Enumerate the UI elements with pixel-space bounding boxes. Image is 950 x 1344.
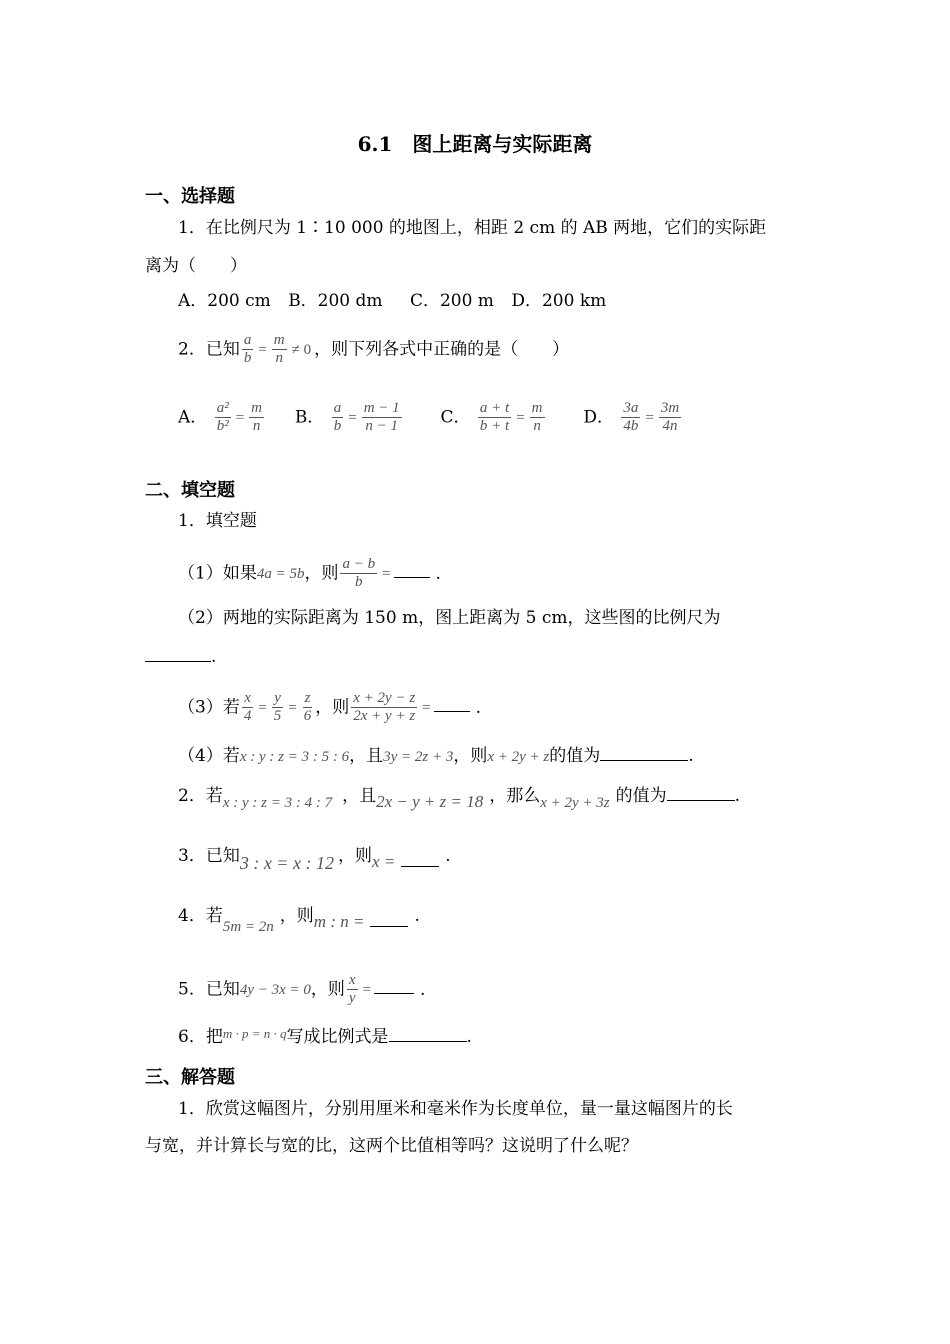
answer-blank[interactable] <box>434 695 470 712</box>
fill-part-4: （4）若x : y : z = 3 : 5 : 6，且3y = 2z + 3，则x + 2y + z的值为 . <box>178 746 694 766</box>
question-1-line-2: 离为（ ） <box>145 256 247 276</box>
fill-question-2: 2．若x : y : z = 3 : 4 : 7 ，且2x − y + z = 18 ，那么x + 2y + 3z 的值为 . <box>178 786 741 811</box>
section-heading-choice: 一、选择题 <box>145 186 235 207</box>
answer-blank[interactable] <box>374 977 414 994</box>
fill-question-1-heading: 1．填空题 <box>178 511 257 531</box>
option-b: B．200 dm <box>288 291 383 311</box>
section-heading-answer: 三、解答题 <box>145 1067 235 1088</box>
fraction: $\frac{a}{b}$ <box>243 332 252 366</box>
fill-question-6: 6．把$^{m \cdot p = n \cdot q}$写成比例式是 . <box>178 1026 472 1047</box>
page-title: 6.1 图上距离与实际距离 <box>357 132 593 156</box>
answer-blank[interactable] <box>600 744 688 761</box>
option-a: A．200 cm <box>178 291 271 311</box>
answer-blank[interactable] <box>370 910 408 927</box>
answer-blank[interactable] <box>145 645 211 662</box>
option-d: D．200 km <box>511 291 607 311</box>
question-2-stem: 2．已知 $\frac{a}{b}$ = $\frac{m}{n}$ ≠ 0 ，则下列各式中正确的是（ ） <box>178 332 570 366</box>
fill-part-2-line-1: （2）两地的实际距离为 150 m，图上距离为 5 cm，这些图的比例尺为 <box>178 608 721 628</box>
answer-blank[interactable] <box>667 784 735 801</box>
fill-question-3: 3．已知3 : x = x : 12 ，则x = . <box>178 846 451 873</box>
section-heading-fill: 二、填空题 <box>145 480 235 501</box>
answer-blank[interactable] <box>394 561 430 578</box>
fill-question-4: 4．若5m = 2n，则m : n = . <box>178 906 420 935</box>
answer-blank[interactable] <box>389 1025 467 1042</box>
fraction: $\frac{m}{n}$ <box>273 332 285 366</box>
option-c: C．200 m <box>409 291 494 311</box>
answer-question-1-line-2: 与宽，并计算长与宽的比，这两个比值相等吗？这说明了什么呢？ <box>145 1136 638 1156</box>
answer-blank[interactable] <box>401 850 439 867</box>
question-1-options <box>178 290 618 312</box>
fill-question-5: 5．已知4y − 3x = 0，则 $\frac{x}{y}$ = . <box>178 972 426 1006</box>
fill-part-3: （3）若 $\frac{x}{4}$ = $\frac{y}{5}$ = $\frac{z}{6}$ ，则 $\frac{x + 2y - z}{2x + y + z}$ = . <box>178 690 482 724</box>
fill-part-1: （1）如果4a = 5b，则 $\frac{a - b}{b}$ = . <box>178 556 441 590</box>
answer-question-1-line-1: 1．欣赏这幅图片，分别用厘米和毫米作为长度单位，量一量这幅图片的长 <box>178 1099 733 1119</box>
question-1-line-1: 1．在比例尺为 1∶10 000 的地图上，相距 2 cm 的 AB 两地，它们的实际距 <box>178 218 767 238</box>
question-2-options: A． $\frac{\text{a²}}{\text{b²}}$ = $\frac{m}{n}$ B． $\frac{a}{b}$ = $\frac{m - 1}{n - 1}$ C． $\frac{a + t}{b + t}$ = $\frac{m}{n}$ D． $\frac{3a}{4b}$ = $\frac{3m}{4n}$ <box>178 400 680 434</box>
fill-part-2-line-2: . <box>145 645 216 668</box>
